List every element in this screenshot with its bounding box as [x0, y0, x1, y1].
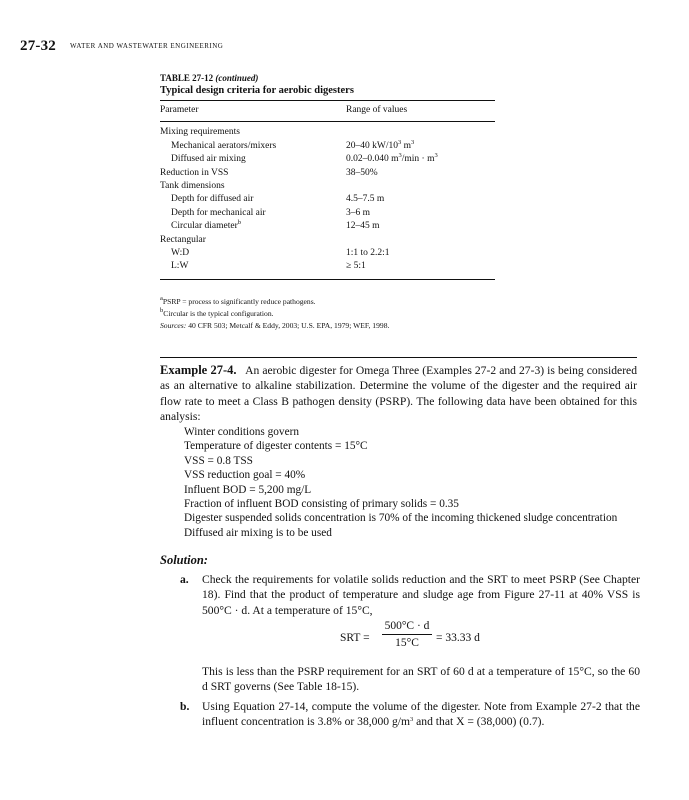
step-letter: b.	[180, 700, 190, 713]
footnote-mark: b	[237, 219, 241, 227]
row-parameter: Mechanical aerators/mixers	[171, 140, 277, 151]
row-value: 38–50%	[346, 167, 378, 178]
example-data-list	[184, 425, 644, 540]
row-parameter: W:D	[171, 248, 190, 259]
example-label: Example 27-4.	[160, 363, 237, 377]
value-text: 0.02–0.040 m	[346, 154, 399, 165]
row-parameter: Tank dimensions	[160, 181, 225, 192]
row-value	[346, 180, 495, 193]
row-parameter	[160, 220, 346, 233]
footnote-mark: a	[160, 295, 163, 302]
data-item: VSS = 0.8 TSS	[184, 454, 253, 467]
step-text: Check the requirements for volatile solids reduction and the SRT to meet PSRP (See Chapter 18). Find that the product of temperature and sludge age from Figure 27-11 at 40% VSS is 500°C · d. At a temperature of 15°C,	[202, 573, 640, 617]
value-superscript: 3	[397, 138, 402, 146]
data-item: Fraction of influent BOD consisting of primary solids = 0.35	[184, 498, 459, 511]
sources-text: 40 CFR 503; Metcalf & Eddy, 2003; U.S. EPA, 1979; WEF, 1998.	[186, 321, 390, 330]
table-sources	[160, 320, 495, 332]
row-parameter: L:W	[171, 261, 189, 272]
table-body	[160, 122, 495, 273]
row-parameter: Depth for diffused air	[171, 194, 254, 205]
data-item: VSS reduction goal = 40%	[184, 469, 306, 482]
data-item: Winter conditions govern	[184, 426, 299, 438]
row-value	[346, 153, 495, 166]
solution-step-a	[180, 572, 640, 618]
table-row	[160, 126, 495, 139]
row-parameter: Depth for mechanical air	[171, 207, 266, 218]
table-row	[160, 167, 495, 180]
table-continued-note: (continued)	[215, 73, 259, 83]
row-parameter: Diffused air mixing	[171, 154, 246, 165]
row-value: 1:1 to 2.2:1	[346, 248, 390, 259]
step-text	[202, 699, 640, 730]
footnote-text: Circular is the typical configuration.	[163, 309, 274, 318]
value-unit: m	[401, 140, 411, 151]
table-row	[160, 260, 495, 273]
table-row	[160, 193, 495, 206]
solution-step-b	[180, 699, 640, 730]
solution-heading: Solution:	[160, 553, 208, 567]
equation-denominator: 15°C	[395, 637, 419, 649]
parameter-text: Circular diameter	[171, 221, 238, 232]
table-row	[160, 234, 495, 247]
sources-label: Sources:	[160, 321, 187, 330]
table-row	[160, 180, 495, 193]
row-value: 3–6 m	[346, 207, 371, 218]
example-text: An aerobic digester for Omega Three (Examples 27-2 and 27-3) is being considered as an alternative to alkaline stabilization. Determine the volume of the digester and the required air flow rate to meet a Class B pathogen density (PSRP). The following data have been obtained for this analysis:	[160, 364, 637, 423]
row-parameter: Rectangular	[160, 234, 206, 245]
table-row	[160, 140, 495, 153]
equation-numerator: 500°C · d	[384, 620, 430, 632]
table-row	[160, 220, 495, 233]
example-divider	[160, 357, 637, 358]
footnote-mark: b	[160, 307, 164, 314]
data-item: Influent BOD = 5,200 mg/L	[184, 483, 312, 496]
unit-superscript: 3	[410, 716, 414, 724]
footnote-text: PSRP = process to significantly reduce pathogens.	[162, 297, 316, 306]
design-criteria-table	[160, 73, 495, 280]
footnote	[160, 296, 495, 308]
row-value: 4.5–7.5 m	[346, 194, 385, 205]
step-a-conclusion: This is less than the PSRP requirement for an SRT of 60 d at a temperature of 15°C, so the 60 d SRT governs (See Table 18-15).	[202, 665, 640, 694]
page-header	[20, 37, 223, 55]
step-letter: a.	[180, 573, 189, 586]
value-superscript: 3	[398, 152, 402, 160]
value-unit: /min · m	[401, 154, 435, 165]
running-head: WATER AND WASTEWATER ENGINEERING	[70, 42, 224, 50]
table-title: Typical design criteria for aerobic digesters	[160, 85, 354, 96]
equation-lhs: SRT =	[340, 632, 370, 644]
table-row	[160, 153, 495, 166]
table-header-row	[160, 101, 495, 117]
table-row	[160, 247, 495, 260]
row-value	[346, 234, 495, 247]
column-header-range: Range of values	[346, 105, 408, 115]
row-parameter: Reduction in VSS	[160, 167, 229, 178]
unit-superscript: 3	[411, 138, 415, 146]
column-header-parameter: Parameter	[160, 105, 199, 115]
example-statement	[160, 363, 637, 424]
table-number: TABLE 27-12	[160, 73, 214, 83]
row-value: ≥ 5:1	[346, 261, 366, 272]
value-text: 20–40 kW/10	[346, 140, 398, 151]
footnote	[160, 308, 495, 320]
page-number: 27-32	[20, 38, 56, 54]
table-row	[160, 207, 495, 220]
equation-rhs: = 33.33 d	[436, 632, 480, 644]
data-item: Temperature of digester contents = 15°C	[184, 440, 368, 453]
step-text-main: Using Equation 27-14, compute the volume of the digester. Note from Example 27-2 that the influent concentration is 3.8% or 38,000 g/m	[202, 700, 640, 729]
row-value	[346, 126, 495, 139]
table-label	[160, 73, 495, 83]
equation-fraction	[382, 620, 432, 649]
table-bottom-rule	[160, 279, 495, 280]
data-item: Digester suspended solids concentration is 70% of the incoming thickened sludge concentration	[184, 512, 618, 525]
row-value	[346, 140, 495, 153]
step-text-end: and that X = (38,000) (0.7).	[413, 715, 545, 729]
row-parameter: Mixing requirements	[160, 127, 240, 138]
row-value: 12–45 m	[346, 221, 380, 232]
table-footnotes	[160, 296, 495, 332]
data-item: Diffused air mixing is to be used	[184, 526, 332, 539]
unit-superscript: 3	[434, 152, 438, 160]
